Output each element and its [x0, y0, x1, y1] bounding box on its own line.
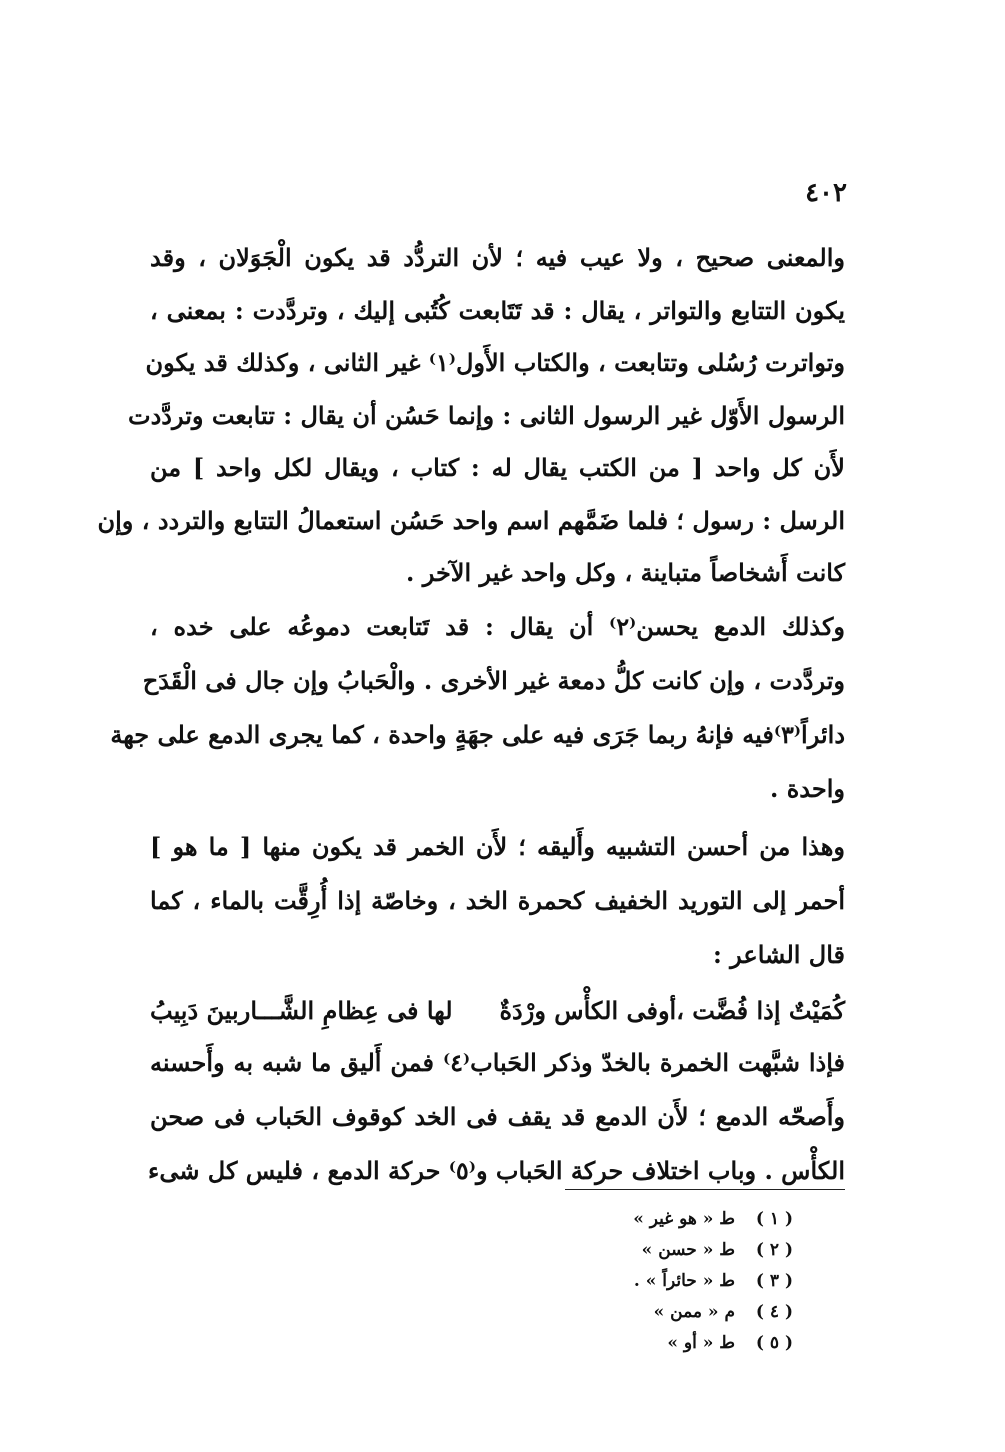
page-number: ٤٠٢: [805, 178, 847, 208]
paragraph-line: لأَن كل واحد [ من الكتب يقال له : كتاب ، ويقال لكل واحد ] من: [150, 453, 845, 482]
footnote-text: ط « حائراً » .: [633, 1271, 735, 1291]
footnote-item: [553, 1266, 793, 1297]
paragraph-line: وتردَّدت ، وإن كانت كلُّ دمعة غير الأخرى . والْحَبابُ وإن جال فى الْقَدَح: [142, 666, 845, 695]
footnote-divider: [565, 1189, 845, 1190]
paragraph-4: [150, 1036, 845, 1198]
footnote-item: [553, 1328, 793, 1359]
footnote-number: ( ١ ): [755, 1209, 793, 1229]
paragraph-line: وهذا من أحسن التشبيه وأَليقه ؛ لأَن الخمر قد يكون منها [ ما هو ]: [150, 832, 845, 861]
paragraph-line: دائراً⁽٣⁾فيه فإنهُ ربما جَرَى فيه على جهَةٍ واحدة ، كما يجرى الدمع على جهة: [110, 720, 845, 749]
footnote-text: ط « حسن »: [641, 1240, 735, 1260]
footnote-item: [553, 1235, 793, 1266]
verse-hemistich-1: كُمَيْتٌ إذا فُضَّت ،أوفى الكأْس ورْدَةٌ: [499, 996, 845, 1025]
paragraph-line: وأَصحّه الدمع ؛ لأَن الدمع قد يقف فى الخد كوقوف الحَباب فى صحن: [150, 1102, 845, 1131]
paragraph-line: يكون التتابع والتواتر ، يقال : قد تَتَابعت كُتُبى إليك ، وتردَّدت : بمعنى ،: [150, 295, 845, 325]
paragraph-line: كانت أَشخاصاً متباينة ، وكل واحد غير الآخر .: [406, 558, 845, 587]
paragraph-line: وكذلك الدمع يحسن⁽٢⁾ أن يقال : قد تَتابعت دموعُه على خده ،: [150, 612, 845, 641]
paragraph-line: الرسل : رسول ؛ فلما ضَمَّهم اسم واحد حَسُن استعمالُ التتابع والتردد ، وإن: [97, 505, 845, 535]
footnote-number: ( ٥ ): [755, 1333, 793, 1353]
paragraph-line: واحدة .: [770, 774, 845, 803]
poem-verse: [150, 984, 845, 1038]
footnote-item: [553, 1297, 793, 1328]
paragraph-line: أحمر إلى التوريد الخفيف كحمرة الخد ، وخاصّة إذا أُرِقَّت بالماء ، كما: [150, 886, 845, 915]
paragraph-line: وتواترت رُسُلى وتتابعت ، والكتاب الأَول⁽١⁾ غير الثانى ، وكذلك قد يكون: [145, 348, 845, 377]
footnote-text: ط « هو غير »: [633, 1209, 735, 1229]
paragraph-1: [97, 232, 845, 600]
paragraph-line: الكأْس . وباب اختلاف حركة الحَباب و⁽٥⁾ حركة الدمع ، فليس كل شىء: [148, 1156, 845, 1185]
footnote-text: م « ممن »: [653, 1302, 735, 1322]
paragraph-line: فإذا شبَّهت الخمرة بالخدّ وذكر الحَباب⁽٤⁾ فمن أَليق ما شبه به وأَحسنه: [150, 1048, 845, 1077]
paragraph-2: [110, 600, 845, 816]
footnote-number: ( ٢ ): [755, 1240, 793, 1260]
paragraph-line: الرسول الأَوّل غير الرسول الثانى : وإنما حَسُن أن يقال : تتابعت وتردَّدت: [128, 400, 845, 430]
paragraph-3: [150, 820, 845, 982]
paragraph-line: والمعنى صحيح ، ولا عيب فيه ؛ لأن التردُّد قد يكون الْجَوَلان ، وقد: [150, 243, 845, 272]
footnote-number: ( ٤ ): [755, 1302, 793, 1322]
footnote-item: [553, 1204, 793, 1235]
footnotes: [553, 1204, 793, 1359]
verse-hemistich-2: لها فى عِظامِ الشَّـــاربينَ دَبِيبُ: [150, 996, 453, 1025]
footnote-number: ( ٣ ): [755, 1271, 793, 1291]
footnote-text: ط « أو »: [667, 1333, 735, 1353]
paragraph-line: قال الشاعر :: [712, 940, 845, 969]
